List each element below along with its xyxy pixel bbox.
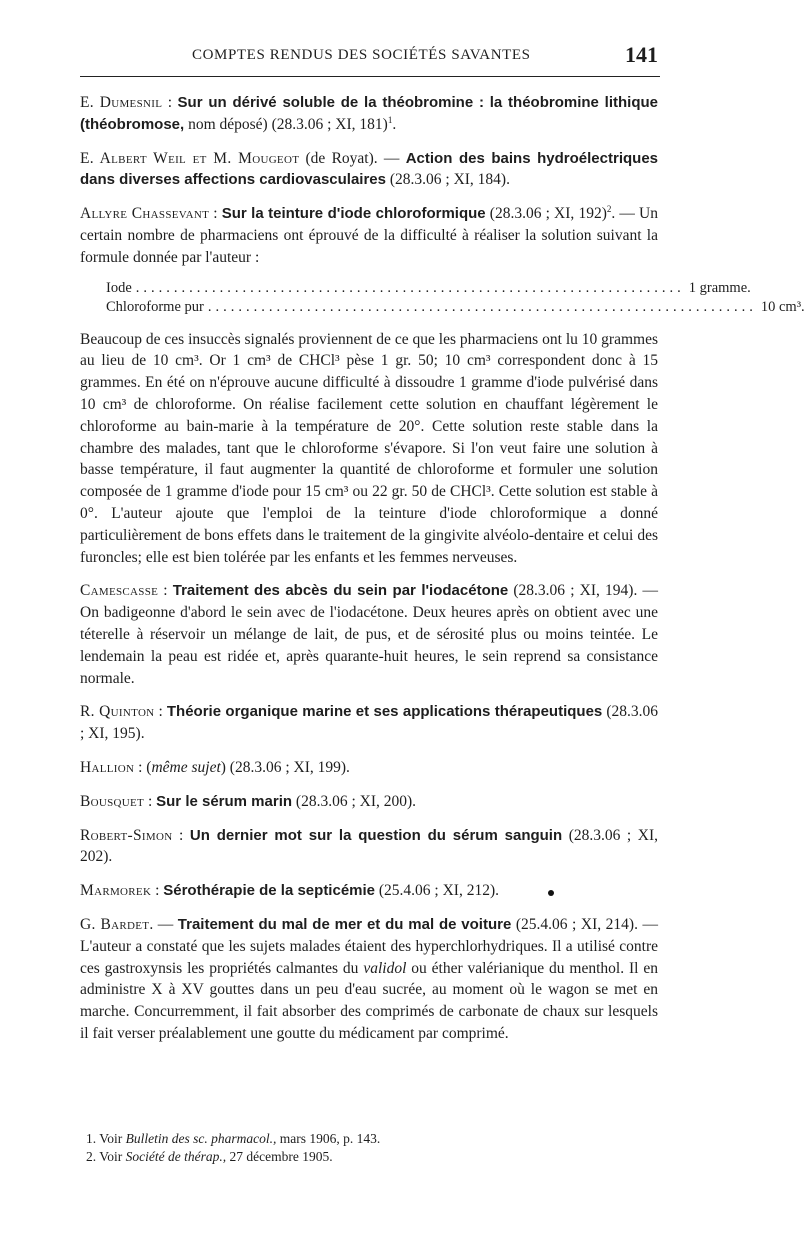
footnote-italic: Société de thérap., [125, 1149, 227, 1164]
footnote-text: Voir [96, 1149, 126, 1164]
formula-row [106, 298, 805, 317]
entry-camescasse [80, 580, 658, 689]
entry-title: Sur le sérum marin [156, 792, 293, 810]
entry-author: Camescasse [80, 582, 159, 600]
entry-reference: (28.3.06 ; XI, 200). [292, 792, 417, 810]
footnote-text: Voir [96, 1131, 126, 1146]
entry-author: R. Quinton [80, 703, 155, 721]
entry-author: Marmorek [80, 882, 152, 900]
footnotes [80, 1130, 658, 1166]
formula-row [106, 279, 751, 298]
separator: : [209, 205, 222, 223]
entry-author: Allyre Chassevant [80, 205, 210, 223]
entry-dumesnil [80, 92, 658, 136]
entry-author: E. Albert Weil et M. Mougeot [80, 149, 300, 167]
separator: : [154, 703, 167, 721]
entry-text: ou éther valérianique du menthol. Il en administre X à XV gouttes dans un peu d'eau sucrée, au moment où le wagon se met en marche. Concurremment, il fait absorber des comprimés de carbonate de chaux sur lesquels il fait verser préalablement une goutte du médicament par comprimé. [80, 959, 658, 1042]
entry-italic: même sujet [151, 758, 221, 776]
entry-title: Théorie organique marine et ses applications thérapeutiques [166, 703, 603, 721]
entry-title: Traitement des abcès du sein par l'iodacétone [172, 582, 509, 600]
separator: . — [149, 915, 178, 933]
page-number: 141 [625, 42, 658, 67]
entry-reference: ) (28.3.06 ; XI, 199). [220, 758, 350, 776]
entry-bardet [80, 914, 658, 1045]
entry-text: . — Un certain nombre de pharmaciens ont éprouvé de la difficulté à réaliser la solution suivant la formule donnée par l'auteur : [80, 205, 658, 266]
formula-quantity: 1 gramme. [688, 279, 751, 296]
entry-author: Robert-Simon [80, 826, 173, 844]
separator: : ( [134, 758, 152, 776]
entry-title: Sur un dérivé soluble de la théobromine : la théobromine lithique (théobromose, [80, 94, 658, 133]
entry-reference: (28.3.06 ; XI, 192) [485, 205, 607, 223]
entry-end: . [392, 115, 397, 133]
entry-text: (25.4.06 ; XI, 214). — L'auteur a constaté que les sujets malades étaient des hyperchlorhydriques. Il a utilisé contre ces gastroxynsis les propriétés calmantes du [80, 915, 658, 977]
entry-title: Sérothérapie de la septicémie [163, 882, 376, 900]
footnote-number: 2. [86, 1149, 97, 1164]
entry-title: Action des bains hydroélectriques dans diverses affections cardiovasculaires [80, 149, 659, 189]
footnote-ref: 1 [387, 114, 393, 125]
separator: : [151, 882, 164, 900]
separator: : [172, 826, 190, 844]
entry-author: Hallion [80, 758, 135, 776]
footnote-ref: 2 [606, 204, 612, 215]
footnote-number: 1. [86, 1131, 97, 1146]
footnote [86, 1130, 658, 1148]
entry-robert-simon [80, 825, 658, 869]
formula-ingredient: Chloroforme pur [106, 298, 204, 315]
entry-bousquet [80, 791, 658, 813]
entry-text: (28.3.06 ; XI, 194). — On badigeonne d'abord le sein avec de l'iodacétone. Deux heures après on obtient avec une téterelle à réservoir un mélange de lait, de pus, et de sérosité plus ou moins teintée. Le lendemain la peau est ridée et, après quarante-huit heures, le sein reprend sa consistance normale. [80, 582, 658, 687]
entry-marmorek [80, 880, 658, 902]
footnote-text: mars 1906, p. 143. [276, 1131, 381, 1146]
entry-italic: validol [363, 959, 407, 977]
leader-dots: ........................................................................ [135, 279, 685, 296]
print-mark [548, 890, 554, 896]
entry-reference: (28.3.06 ; XI, 195). [80, 703, 658, 743]
formula-quantity: 10 cm³. [760, 298, 805, 315]
entry-reference: nom déposé) (28.3.06 ; XI, 181) [184, 115, 388, 133]
separator: : [158, 582, 173, 600]
leader-dots: ........................................................................ [207, 298, 757, 315]
entry-quinton [80, 701, 658, 745]
footnote [86, 1148, 658, 1166]
entry-title: Un dernier mot sur la question du sérum sanguin [189, 826, 563, 844]
formula-ingredient: Iode [106, 279, 132, 296]
entry-reference: (28.3.06 ; XI, 202). [80, 826, 658, 866]
separator: : [162, 94, 178, 111]
entry-author: E. Dumesnil [80, 94, 163, 111]
page-header [80, 44, 660, 77]
entry-reference: (25.4.06 ; XI, 212). [375, 882, 500, 900]
running-title: COMPTES RENDUS DES SOCIÉTÉS SAVANTES [192, 47, 531, 63]
entry-affiliation: (de Royat). — [299, 149, 406, 167]
page-content [80, 92, 805, 1057]
entry-author: Bousquet [80, 792, 145, 810]
paragraph-chassevant: Beaucoup de ces insuccès signalés proviennent de ce que les pharmaciens ont lu 10 grammes au lieu de 10 cm³. Or 1 cm³ de CHCl³ pèse 1 gr. 50; 10 cm³ correspondent donc à 15 grammes. En été on n'éprouve aucune difficulté à dissoudre 1 gramme d'iode pulvérisé dans 10 cm³ de chloroforme. On réalise facilement cette solution en chauffant légèrement le chloroforme au bain-marie à la température de 20°. Cette solution reste stable dans la chambre des malades, tant que le chloroforme s'évapore. Si l'on veut faire une solution à basse température, il faut augmenter la quantité de chloroforme et formuler une solution composée de 1 gramme d'iode pour 15 cm³ ou 22 gr. 50 de CHCl³. Cette solution est stable à 0°. L'auteur ajoute que l'emploi de la teinture d'iode chloroformique a donné particulièrement de bons effets dans le traitement de la gingivite alvéolo-dentaire et celui des furoncles; elle est bien tolérée par les enfants et les femmes nerveuses. [80, 330, 658, 566]
entry-chassevant [80, 203, 658, 268]
entry-title: Traitement du mal de mer et du mal de voiture [177, 915, 512, 933]
entry-hallion [80, 757, 658, 779]
footnote-text: 27 décembre 1905. [226, 1149, 333, 1164]
entry-title: Sur la teinture d'iode chloroformique [221, 205, 486, 223]
separator: : [144, 792, 157, 810]
formula [106, 279, 805, 317]
entry-author: G. Bardet [80, 915, 150, 933]
entry-reference: (28.3.06 ; XI, 184). [385, 171, 510, 189]
footnote-italic: Bulletin des sc. pharmacol., [125, 1131, 277, 1146]
entry-weil-mougeot [80, 148, 658, 192]
